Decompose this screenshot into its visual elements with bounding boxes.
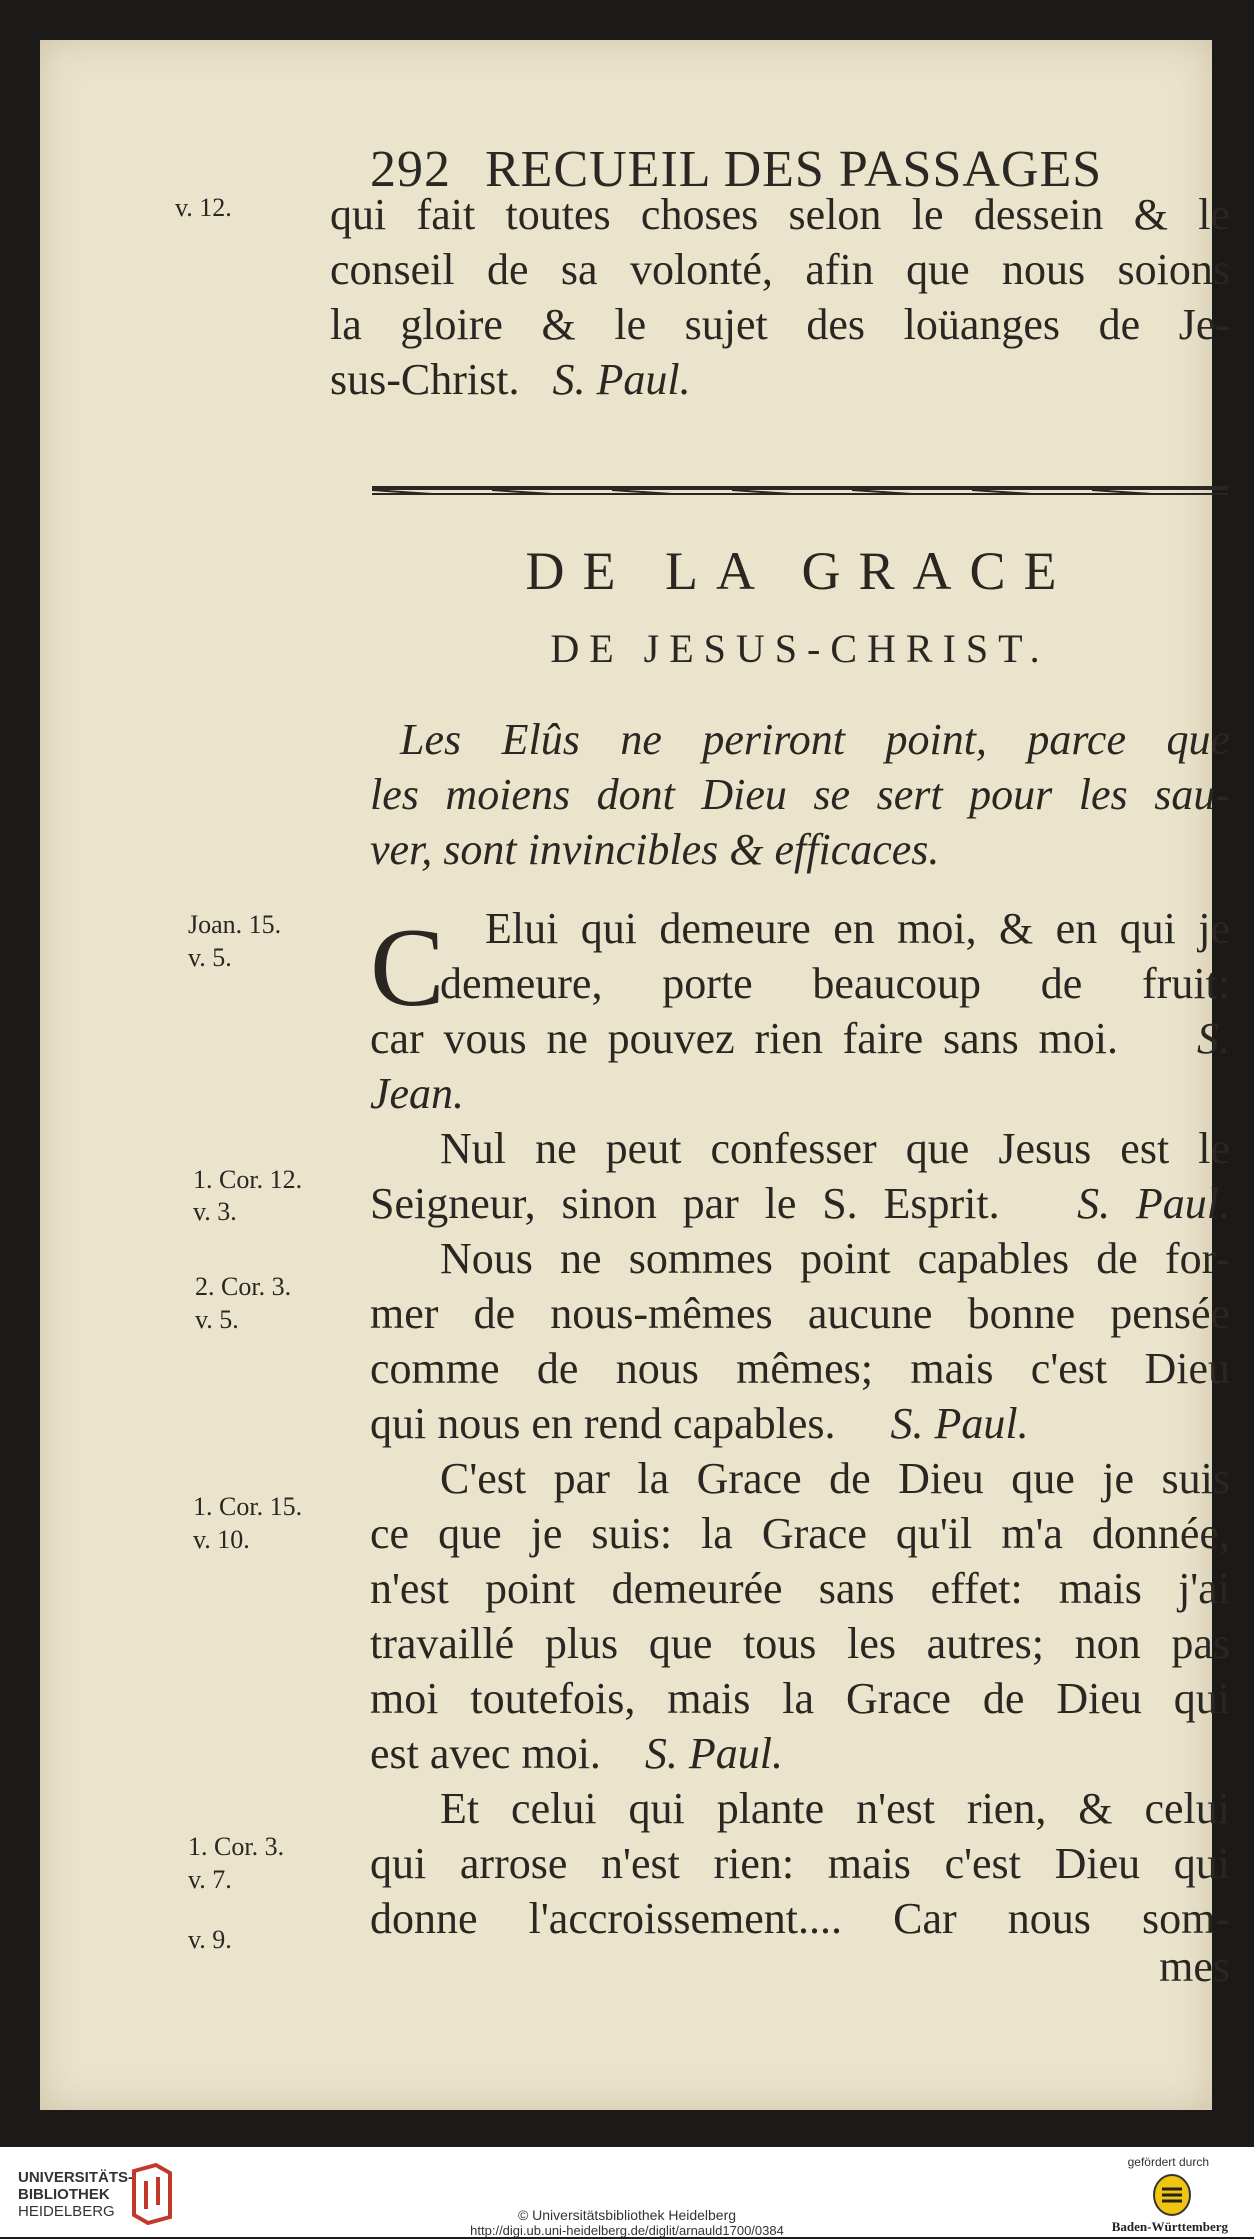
attribution: Jean. [370, 1069, 465, 1118]
running-title: RECUEIL DES PASSAGES [485, 141, 1103, 198]
coat-of-arms-icon [1150, 2173, 1194, 2217]
margin-note: 2. Cor. 3. [195, 1272, 292, 1301]
margin-note: v. 5. [195, 1305, 239, 1334]
attribution: S. Paul. [1077, 1179, 1231, 1228]
copyright-notice: © Universitätsbibliothek Heidelberg http://digi.ub.uni-heidelberg.de/diglit/arnauld1700/0384 [0, 2207, 1254, 2239]
margin-note: 1. Cor. 3. [188, 1832, 285, 1861]
text-line: Elui qui demeure en moi, & en qui je [485, 904, 1230, 953]
summary-line: ver, sont invincibles & efficaces. [370, 825, 940, 874]
section-subtitle: DE JESUS-CHRIST. [550, 626, 1050, 671]
summary-line: les moiens dont Dieu se sert pour les sau- [370, 770, 1230, 819]
attribution: S. Paul. [552, 355, 691, 404]
catchword: mes [1159, 1942, 1230, 1991]
text-line: ce que je suis: la Grace qu'il m'a donnée, [370, 1509, 1230, 1558]
text-line: Seigneur, sinon par le S. Esprit. S. Paul. [370, 1179, 1231, 1228]
attribution: S. Paul. [644, 1729, 784, 1778]
text-line: moi toutefois, mais la Grace de Dieu qui [370, 1674, 1230, 1723]
text-line: Et celui qui plante n'est rien, & celui [440, 1784, 1230, 1833]
text-line: conseil de sa volonté, afin que nous soions [330, 245, 1230, 294]
margin-note: 1. Cor. 15. [193, 1492, 303, 1521]
text-line: sus-Christ. S. Paul. [330, 355, 691, 404]
text-line: mer de nous-mêmes aucune bonne pensée [370, 1289, 1230, 1338]
margin-note: v. 3. [193, 1197, 237, 1226]
text-line: travaillé plus que tous les autres; non pas [370, 1619, 1230, 1668]
text-line: est avec moi. S. Paul. [370, 1729, 784, 1778]
text-line: comme de nous mêmes; mais c'est Dieu [370, 1344, 1230, 1393]
text-line: qui nous en rend capables. S. Paul. [370, 1399, 1029, 1448]
margin-note: Joan. 15. [188, 910, 282, 939]
library-name: UNIVERSITÄTS- BIBLIOTHEK HEIDELBERG [18, 2169, 134, 2220]
text-line: n'est point demeurée sans effet: mais j'ai [370, 1564, 1230, 1613]
funded-by-label: gefördert durch [1127, 2155, 1209, 2169]
margin-note: v. 12. [175, 193, 232, 222]
summary-line: Les Elûs ne periront point, parce que [400, 715, 1230, 764]
page-number: 292 [370, 141, 451, 198]
text-line: C'est par la Grace de Dieu que je suis [440, 1454, 1230, 1503]
text-line: car vous ne pouvez rien faire sans moi. S. [370, 1014, 1231, 1063]
text-line: Nul ne peut confesser que Jesus est le [440, 1124, 1230, 1173]
attribution: S. Paul. [890, 1399, 1029, 1448]
funder-name: Baden-Württemberg [1111, 2219, 1228, 2234]
text-line: qui fait toutes choses selon le dessein & le [330, 190, 1230, 239]
ornamental-rule [372, 484, 1228, 498]
text-line: Nous ne sommes point capables de for- [440, 1234, 1230, 1283]
drop-cap: C [370, 906, 445, 1030]
text-line: la gloire & le sujet des loüanges de Je- [330, 300, 1230, 349]
footer-bar [0, 2147, 1254, 2237]
margin-note: v. 9. [188, 1925, 232, 1954]
margin-note: v. 5. [188, 943, 232, 972]
section-title: DE LA GRACE [525, 541, 1075, 601]
margin-note: v. 10. [193, 1525, 250, 1554]
source-link[interactable]: http://digi.ub.uni-heidelberg.de/diglit/arnauld1700/0384 [470, 2223, 784, 2238]
text-line: qui arrose n'est rien: mais c'est Dieu qui [370, 1839, 1230, 1888]
margin-note: v. 7. [188, 1865, 232, 1894]
attribution: S. [1197, 1014, 1231, 1063]
margin-note: 1. Cor. 12. [193, 1165, 303, 1194]
book-page [40, 40, 1231, 2110]
text-line: demeure, porte beaucoup de fruit: [440, 959, 1230, 1008]
text-line: donne l'accroissement.... Car nous som- [370, 1894, 1230, 1943]
